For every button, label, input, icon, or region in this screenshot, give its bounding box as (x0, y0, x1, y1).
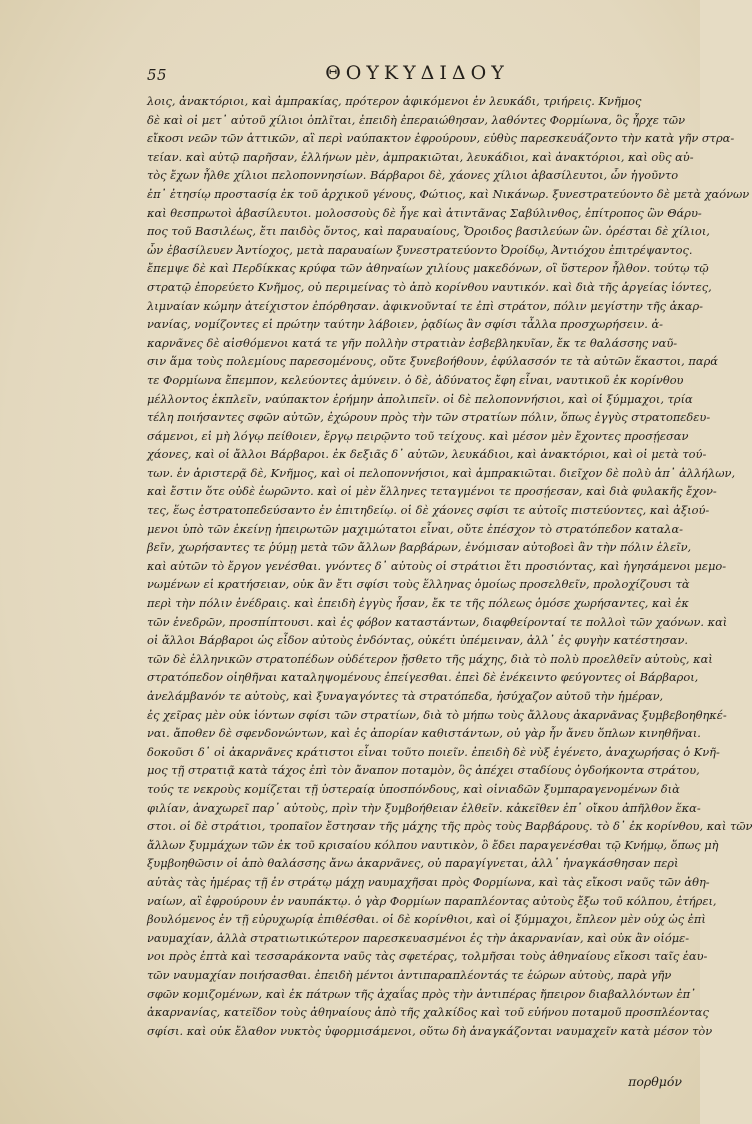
text-line: ἔπεμψε δὲ καὶ Περδίκκας κρύφα τῶν ἀθηναίων χιλίους μακεδόνων, οἳ ὕστερον ἦλθον. τούτῳ τῷ (147, 261, 709, 276)
text-line: τέλη ποιήσαντες σφῶν αὐτῶν, ἐχώρουν πρὸς τὴν τῶν στρατίων πόλιν, ὅπως ἐγγὺς στρατοπεδευ- (147, 410, 711, 425)
text-line: ἀκαρνανίας, κατεῖδον τοὺς ἀθηναίους ἀπὸ τῆς χαλκίδος καὶ τοῦ εὐήνου ποταμοῦ προσπλέοντας (147, 1005, 709, 1020)
text-line: σφίσι. καὶ οὐκ ἔλαθον νυκτὸς ὑφορμισάμενοι, οὕτω δὴ ἀναγκάζονται ναυμαχεῖν κατὰ μέσον τὸν (147, 1023, 713, 1038)
text-line: ναίων, αἳ ἐφρούρουν ἐν ναυπάκτῳ. ὁ γὰρ Φορμίων παραπλέοντας αὐτοὺς ἔξω τοῦ κόλπου, ἐτήρει, (147, 893, 717, 908)
text-line: ἀνελάμβανόν τε αὐτοὺς, καὶ ξυναγαγόντες τὰ στρατόπεδα, ἡσύχαζον αὐτοῦ τὴν ἡμέραν, (147, 689, 664, 703)
text-line: τῶν δὲ ἑλληνικῶν στρατοπέδων οὐδέτερον ᾔσθετο τῆς μάχης, διὰ τὸ πολὺ προελθεῖν αὐτοὺς, καὶ (147, 651, 713, 666)
text-line: σάμενοι, εἰ μὴ λόγῳ πείθοιεν, ἔργῳ πειρῷντο τοῦ τείχους. καὶ μέσον μὲν ἔχοντες προσῄεσαν (147, 428, 689, 443)
text-line: μέλλοντος ἐκπλεῖν, ναύπακτον ἐρήμην ἀπολιπεῖν. οἱ δὲ πελοποννήσιοι, καὶ οἱ ξύμμαχοι, τρία (147, 391, 693, 406)
catchword: πορθμόν (628, 1074, 682, 1089)
text-line: μος τῇ στρατιᾷ κατὰ τάχος ἐπὶ τὸν ἄναπον ποταμὸν, ὃς ἀπέχει σταδίους ὀγδοήκοντα στράτου, (147, 763, 700, 778)
text-line: στρατόπεδον οἰηθῆναι καταληψομένους ἐπείγεσθαι. ἐπεὶ δὲ ἐνέκειντο φεύγοντες οἱ Βάρβαροι, (147, 670, 699, 685)
text-line: βουλόμενος ἐν τῇ εὐρυχωρίᾳ ἐπιθέσθαι. οἱ δὲ κορίνθιοι, καὶ οἱ ξύμμαχοι, ἔπλεον μὲν οὐχ ὡς ἐπὶ (147, 912, 706, 927)
text-line: ναυμαχίαν, ἀλλὰ στρατιωτικώτερον παρεσκευασμένοι ἐς τὴν ἀκαρνανίαν, καὶ οὐκ ἂν οἰόμε- (147, 930, 690, 945)
text-line: τείαν. καὶ αὐτῷ παρῆσαν, ἑλλήνων μὲν, ἀμπρακιῶται, λευκάδιοι, καὶ ἀνακτόριοι, καὶ οὓς αὐ- (147, 149, 694, 164)
text-line: τὸς ἔχων ἦλθε χίλιοι πελοποννησίων. Βάρβαροι δὲ, χάονες χίλιοι ἀβασίλευτοι, ὧν ἡγοῦντο (147, 168, 679, 183)
text-line: ἄλλων ξυμμάχων τῶν ἐκ τοῦ κρισαίου κόλπου ναυτικὸν, ὃ ἔδει παραγενέσθαι τῷ Κνήμῳ, ὅπως μὴ (147, 837, 719, 852)
text-line: χάονες, καὶ οἱ ἄλλοι Βάρβαροι. ἐκ δεξιᾶς δ᾽ αὐτῶν, λευκάδιοι, καὶ ἀνακτόριοι, καὶ οἱ μετὰ τού- (147, 447, 707, 462)
text-line: τῶν ναυμαχίαν ποιήσασθαι. ἐπειδὴ μέντοι ἀντιπαραπλέοντάς τε ἑώρων αὐτοὺς, παρὰ γῆν (147, 967, 672, 982)
text-line: στοι. οἱ δὲ στράτιοι, τροπαῖον ἔστησαν τῆς μάχης τῆς πρὸς τοὺς Βαρβάρους. τὸ δ᾽ ἐκ κορίνθου, καὶ τῶν (147, 819, 752, 834)
text-line: δοκοῦσι δ᾽ οἱ ἀκαρνᾶνες κράτιστοι εἶναι τοῦτο ποιεῖν. ἐπειδὴ δὲ νὺξ ἐγένετο, ἀναχωρήσας ὁ Κνῆ- (147, 744, 720, 759)
text-line: περὶ τὴν πόλιν ἐνέδραις. καὶ ἐπειδὴ ἐγγὺς ἦσαν, ἔκ τε τῆς πόλεως ὁμόσε χωρήσαντες, καὶ ἐκ (147, 596, 689, 611)
text-line: τε Φορμίωνα ἔπεμπον, κελεύοντες ἀμύνειν. ὁ δὲ, ἀδύνατος ἔφη εἶναι, ναυτικοῦ ἐκ κορίνθου (147, 372, 684, 387)
page-number: 55 (147, 66, 168, 84)
body-text (147, 92, 752, 1040)
text-line: λιμναίαν κώμην ἀτείχιστον ἐπόρθησαν. ἀφικνοῦνταί τε ἐπὶ στράτον, πόλιν μεγίστην τῆς ἀκαρ- (147, 298, 703, 313)
text-line: τῶν ἐνεδρῶν, προσπίπτουσι. καὶ ἐς φόβον καταστάντων, διαφθείρονταί τε πολλοὶ τῶν χαόνων. καὶ (147, 614, 728, 629)
text-line: εἴκοσι νεῶν τῶν ἀττικῶν, αἳ περὶ ναύπακτον ἐφρούρουν, εὐθὺς παρεσκευάζοντο τὴν κατὰ γῆν στρα- (147, 131, 735, 146)
text-line: ξυμβοηθῶσιν οἱ ἀπὸ θαλάσσης ἄνω ἀκαρνᾶνες, οὐ παραγίγνεται, ἀλλ᾽ ἠναγκάσθησαν περὶ (147, 856, 679, 871)
text-line: καὶ θεσπρωτοὶ ἀβασίλευτοι. μολοσσοὺς δὲ ἦγε καὶ ἀτιντᾶνας Σαβύλινθος, ἐπίτροπος ὢν Θάρυ- (147, 205, 702, 220)
text-line: καὶ αὐτῶν τὸ ἔργον γενέσθαι. γνόντες δ᾽ αὐτοὺς οἱ στράτιοι ἔτι προσιόντας, καὶ ἡγησάμενοι μεμο- (147, 558, 727, 573)
text-line: φιλίαν, ἀναχωρεῖ παρ᾽ αὐτοὺς, πρὶν τὴν ξυμβοήθειαν ἐλθεῖν. κἀκεῖθεν ἐπ᾽ οἴκου ἀπῆλθον ἕκα- (147, 800, 701, 815)
text-line: πος τοῦ Βασιλέως, ἔτι παιδὸς ὄντος, καὶ παραυαίους, Ὄροιδος βασιλεύων ὢν. ὀρέσται δὲ χίλιοι, (147, 224, 710, 239)
text-line: τούς τε νεκροὺς κομίζεται τῇ ὑστεραίᾳ ὑποσπόνδους, καὶ οἰνιαδῶν ξυμπαραγενομένων διὰ (147, 781, 680, 796)
text-line: λοις, ἀνακτόριοι, καὶ ἀμπρακίας, πρότερον ἀφικόμενοι ἐν λευκάδι, τριήρεις. Κνῆμος (147, 94, 642, 108)
text-line: καρνᾶνες δὲ αἰσθόμενοι κατά τε γῆν πολλὴν στρατιὰν ἐσβεβληκυῖαν, ἔκ τε θαλάσσης ναῦ- (147, 335, 678, 350)
text-line: ὧν ἐβασίλευεν Ἀντίοχος, μετὰ παραυαίων ξυνεστρατεύοντο Ὀροίδῳ, Ἀντιόχου ἐπιτρέψαντος. (147, 242, 693, 257)
text-line: μενοι ὑπὸ τῶν ἐκείνῃ ἠπειρωτῶν μαχιμώτατοι εἶναι, οὔτε ἐπέσχον τὸ στρατόπεδον καταλα- (147, 521, 684, 536)
text-line: καὶ ἔστιν ὅτε οὐδὲ ἑωρῶντο. καὶ οἱ μὲν ἕλληνες τεταγμένοι τε προσῄεσαν, καὶ διὰ φυλακῆς ἔχον- (147, 484, 717, 499)
text-line: νανίας, νομίζοντες εἰ πρώτην ταύτην λάβοιεν, ῥᾳδίως ἂν σφίσι τἆλλα προσχωρήσειν. ἀ- (147, 317, 664, 332)
running-title: ΘΟΥΚΥΔΙΔΟΥ (325, 62, 509, 84)
text-line: στρατῷ ἐπορεύετο Κνῆμος, οὐ περιμείνας τὸ ἀπὸ κορίνθου ναυτικόν. καὶ διὰ τῆς ἀργείας ἰόντες, (147, 279, 712, 294)
page-header (147, 62, 687, 88)
text-line: αὐτὰς τὰς ἡμέρας τῇ ἐν στράτῳ μάχῃ ναυμαχῆσαι πρὸς Φορμίωνα, καὶ τὰς εἴκοσι ναῦς τῶν ἀθη- (147, 874, 710, 889)
text-line: οἱ ἄλλοι Βάρβαροι ὡς εἶδον αὐτοὺς ἐνδόντας, οὐκέτι ὑπέμειναν, ἀλλ᾽ ἐς φυγὴν κατέστησαν. (147, 633, 688, 648)
text-line: σφῶν κομιζομένων, καὶ ἐκ πάτρων τῆς ἀχαΐας πρὸς τὴν ἀντιπέρας ἤπειρον διαβαλλόντων ἐπ᾽ (147, 986, 696, 1001)
text-line: νωμένων εἰ κρατήσειαν, οὐκ ἂν ἔτι σφίσι τοὺς ἕλληνας ὁμοίως προσελθεῖν, προλοχίζουσι τὰ (147, 577, 690, 592)
text-line: δὲ καὶ οἱ μετ᾽ αὐτοῦ χίλιοι ὁπλῖται, ἐπειδὴ ἐπεραιώθησαν, λαθόντες Φορμίωνα, ὃς ἦρχε τῶν (147, 112, 686, 127)
text-line: νοι πρὸς ἑπτὰ καὶ τεσσαράκοντα ναῦς τὰς σφετέρας, τολμῆσαι τοὺς ἀθηναίους εἴκοσι ταῖς ἑαυ- (147, 949, 708, 964)
text-line: ναι. ἄποθεν δὲ σφενδονώντων, καὶ ἐς ἀπορίαν καθιστάντων, οὐ γὰρ ἦν ἄνευ ὅπλων κινηθῆναι. (147, 726, 701, 741)
text-line: ἐς χεῖρας μὲν οὐκ ἰόντων σφίσι τῶν στρατίων, διὰ τὸ μήπω τοὺς ἄλλους ἀκαρνᾶνας ξυμβεβοηθηκέ- (147, 707, 727, 722)
text-line: τες, ἕως ἐστρατοπεδεύσαντο ἐν ἐπιτηδείῳ. οἱ δὲ χάονες σφίσι τε αὐτοῖς πιστεύοντες, καὶ ἀξιού- (147, 503, 710, 518)
text-line: των. ἐν ἀριστερᾷ δὲ, Κνῆμος, καὶ οἱ πελοποννήσιοι, καὶ ἀμπρακιῶται. διεῖχον δὲ πολὺ ἀπ᾽ ἀλλήλων, (147, 465, 736, 480)
text-line: βεῖν, χωρήσαντες τε ῥύμῃ μετὰ τῶν ἄλλων βαρβάρων, ἐνόμισαν αὐτοβοεὶ ἂν τὴν πόλιν ἑλεῖν, (147, 540, 692, 555)
text-line: ἐπ᾽ ἐτησίῳ προστασίᾳ ἐκ τοῦ ἀρχικοῦ γένους, Φώτιος, καὶ Νικάνωρ. ξυνεστρατεύοντο δὲ μετὰ χαόνων (147, 186, 750, 201)
text-line: σιν ἅμα τοὺς πολεμίους παρεσομένους, οὔτε ξυνεβοήθουν, ἐφύλασσόν τε τὰ αὑτῶν ἕκαστοι, παρά (147, 354, 718, 369)
